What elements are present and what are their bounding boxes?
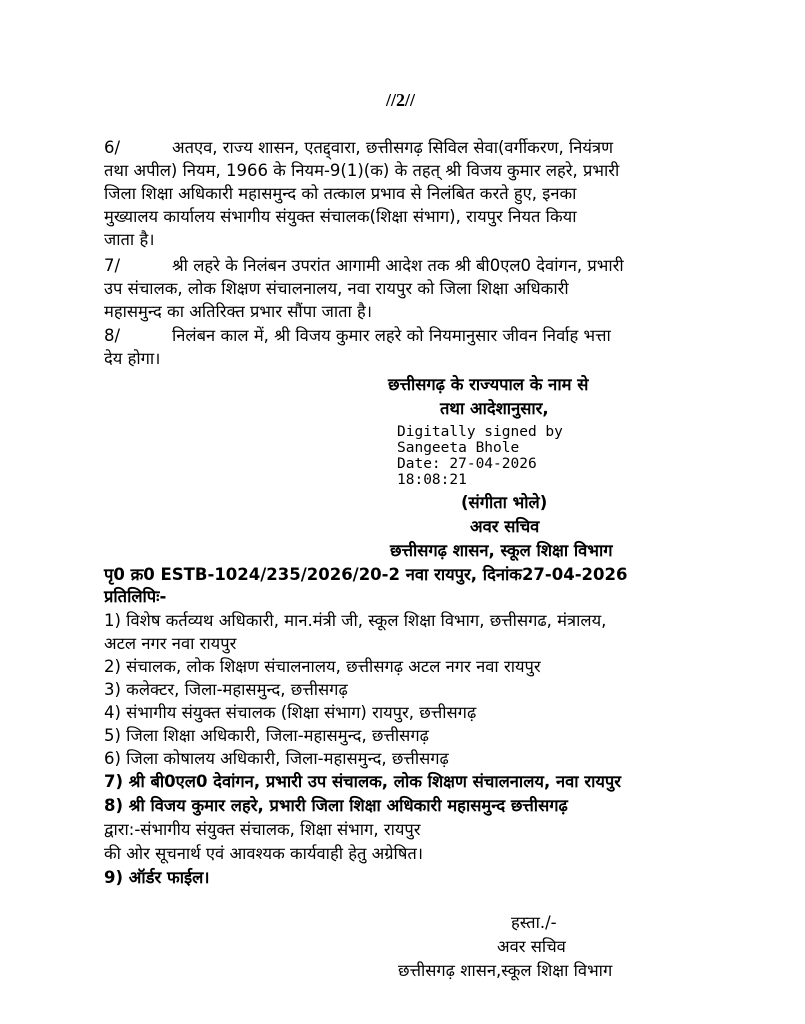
- paragraph-number: 8/: [104, 326, 121, 345]
- copy-list-item: 3) कलेक्टर, जिला-महासमुन्द, छत्तीसगढ़: [104, 680, 348, 699]
- endorsement-reference: पृ0 क्र0 ESTB-1024/235/2026/20-2 नवा रायपुर, दिनांक27-04-2026: [104, 565, 628, 584]
- signature-line: Sangeeta Bhole: [397, 440, 520, 456]
- governor-order-line: तथा आदेशानुसार,: [440, 399, 549, 418]
- copy-list-item: 7) श्री बी0एल0 देवांगन, प्रभारी उप संचालक, लोक शिक्षण संचालनालय, नवा रायपुर: [104, 772, 622, 791]
- paragraph-line: देय होगा।: [104, 349, 161, 368]
- paragraph-number: 6/: [104, 138, 121, 157]
- signature-line: Digitally signed by: [397, 424, 563, 440]
- copy-list-item: 5) जिला शिक्षा अधिकारी, जिला-महासमुन्द, छत्तीसगढ़: [104, 726, 429, 745]
- signatory-designation: अवर सचिव: [470, 517, 540, 536]
- copy-list-item: 2) संचालक, लोक शिक्षण संचालनालय, छत्तीसगढ़ अटल नगर नवा रायपुर: [104, 657, 541, 676]
- signature-line: Date: 27-04-2026: [397, 456, 537, 472]
- copy-list-item: द्वारा:-संभागीय संयुक्त संचालक, शिक्षा संभाग, रायपुर: [104, 820, 421, 839]
- copy-list-item: 1) विशेष कर्तव्यथ अधिकारी, मान.मंत्री जी, स्कूल शिक्षा विभाग, छत्तीसगढ, मंत्रालय,: [104, 611, 607, 630]
- copy-list-item: 6) जिला कोषालय अधिकारी, जिला-महासमुन्द, छत्तीसगढ़: [104, 749, 449, 768]
- copy-heading: प्रतिलिपिः-: [104, 587, 167, 606]
- paragraph-line: तथा अपील) नियम, 1966 के नियम-9(1)(क) के तहत् श्री विजय कुमार लहरे, प्रभारी: [104, 161, 620, 180]
- paragraph-line: महासमुन्द का अतिरिक्त प्रभार सौंपा जाता है।: [104, 302, 373, 321]
- paragraph-line: मुख्यालय कार्यालय संभागीय संयुक्त संचालक(शिक्षा संभाग), रायपुर नियत किया: [104, 207, 577, 226]
- paragraph-line: अतएव, राज्य शासन, एतद्द्वारा, छत्तीसगढ़ सिविल सेवा(वर्गीकरण, नियंत्रण: [172, 138, 614, 157]
- footer-designation: अवर सचिव: [497, 937, 566, 956]
- paragraph-line: जाता है।: [104, 230, 155, 249]
- copy-list-item: 8) श्री विजय कुमार लहरे, प्रभारी जिला शिक्षा अधिकारी महासमुन्द छत्तीसगढ़: [104, 796, 568, 815]
- footer-department: छत्तीसगढ़ शासन,स्कूल शिक्षा विभाग: [398, 961, 613, 980]
- copy-list-item: 9) ऑर्डर फाईल।: [104, 868, 210, 887]
- footer-sign: हस्ता./-: [511, 913, 557, 932]
- page-number: //2//: [386, 90, 416, 110]
- paragraph-line: उप संचालक, लोक शिक्षण संचालनालय, नवा रायपुर को जिला शिक्षा अधिकारी: [104, 279, 569, 298]
- paragraph-line: श्री लहरे के निलंबन उपरांत आगामी आदेश तक श्री बी0एल0 देवांगन, प्रभारी: [172, 256, 624, 275]
- paragraph-line: निलंबन काल में, श्री विजय कुमार लहरे को नियमानुसार जीवन निर्वाह भत्ता: [172, 326, 611, 345]
- governor-order-line: छत्तीसगढ़ के राज्यपाल के नाम से: [388, 375, 589, 394]
- paragraph-line: जिला शिक्षा अधिकारी महासमुन्द को तत्काल प्रभाव से निलंबित करते हुए, इनका: [104, 184, 577, 203]
- signatory-department: छत्तीसगढ़ शासन, स्कूल शिक्षा विभाग: [390, 541, 613, 560]
- signature-line: 18:08:21: [397, 472, 467, 488]
- copy-list-item: 4) संभागीय संयुक्त संचालक (शिक्षा संभाग) रायपुर, छत्तीसगढ़: [104, 703, 477, 722]
- copy-list-item: अटल नगर नवा रायपुर: [104, 634, 237, 653]
- copy-list-item: की ओर सूचनार्थ एवं आवश्यक कार्यवाही हेतु अग्रेषित।: [104, 844, 424, 863]
- paragraph-number: 7/: [104, 256, 121, 275]
- signatory-name: (संगीता भोले): [461, 493, 548, 512]
